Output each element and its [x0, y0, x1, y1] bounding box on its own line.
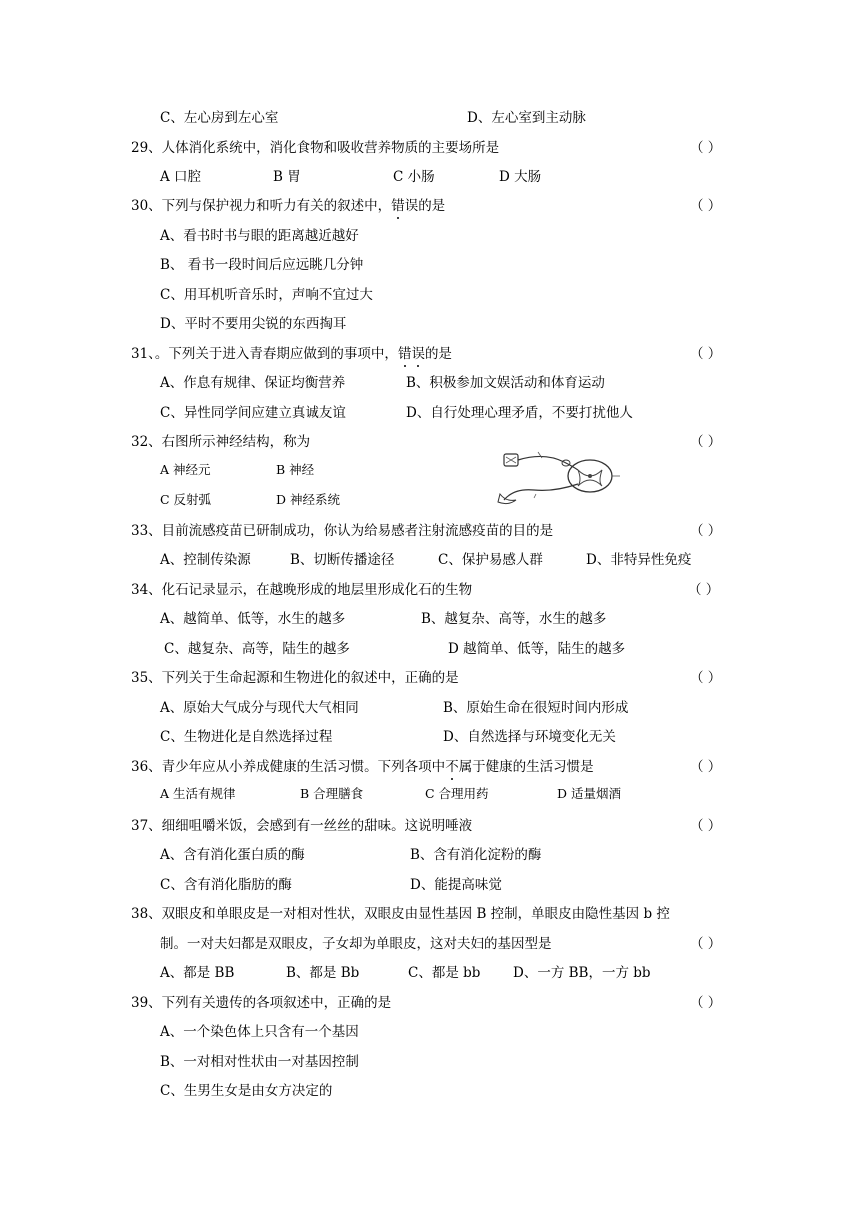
answer-blank-30: （ ） — [690, 198, 722, 214]
question-31-stem: 31、。下列关于进入青春期应做到的事项中，错误的是 — [131, 346, 452, 362]
q35-option-d: D、自然选择与环境变化无关 — [443, 729, 616, 745]
q35-option-b: B、原始生命在很短时间内形成 — [443, 700, 629, 716]
answer-blank-32: （ ） — [690, 434, 722, 450]
question-39-stem: 39、下列有关遗传的各项叙述中，正确的是 — [131, 995, 392, 1011]
q33-option-d: D、非特异性免疫 — [586, 552, 692, 568]
q37-option-d: D、能提高味觉 — [410, 877, 502, 893]
answer-blank-31: （ ） — [690, 346, 722, 362]
option-d: D、左心室到主动脉 — [467, 110, 586, 126]
q30-option-b: B、 看书一段时间后应远眺几分钟 — [160, 257, 364, 273]
answer-blank-38: （ ） — [690, 936, 722, 952]
question-38-stem-line1: 38、双眼皮和单眼皮是一对相对性状，双眼皮由显性基因 B 控制，单眼皮由隐性基因 b 控 — [131, 906, 670, 922]
q36-option-b: B 合理膳食 — [300, 786, 364, 801]
q37-option-c: C、含有消化脂肪的酶 — [160, 877, 292, 893]
q39-option-b: B、一对相对性状由一对基因控制 — [160, 1054, 359, 1070]
q33-option-c: C、保护易感人群 — [438, 552, 543, 568]
q38-option-c: C、都是 bb — [408, 965, 481, 981]
q31-option-d: D、自行处理心理矛盾，不要打扰他人 — [406, 405, 633, 421]
q31-option-c: C、异性同学间应建立真诚友谊 — [160, 405, 346, 421]
question-32-stem: 32、右图所示神经结构，称为 — [131, 434, 311, 450]
question-37-stem: 37、细细咀嚼米饭，会感到有一丝丝的甜味。这说明唾液 — [131, 818, 473, 834]
q34-option-d: D 越简单、低等，陆生的越多 — [448, 641, 626, 657]
question-38-stem-line2: 制。一对夫妇都是双眼皮，子女却为单眼皮，这对夫妇的基因型是 — [160, 936, 552, 952]
q30-option-a: A、看书时书与眼的距离越近越好 — [160, 228, 359, 244]
q38-option-d: D、一方 BB，一方 bb — [513, 965, 651, 981]
answer-blank-35: （ ） — [690, 670, 722, 686]
q31-option-a: A、作息有规律、保证均衡营养 — [160, 375, 346, 391]
option-c: C、左心房到左心室 — [160, 110, 279, 126]
q36-option-d: D 适量烟酒 — [557, 786, 621, 801]
answer-blank-39: （ ） — [690, 995, 722, 1011]
q38-option-b: B、都是 Bb — [286, 965, 360, 981]
q35-option-c: C、生物进化是自然选择过程 — [160, 729, 333, 745]
question-36-stem: 36、青少年应从小养成健康的生活习惯。下列各项中不属于健康的生活习惯是 — [131, 759, 594, 775]
q39-option-a: A、一个染色体上只含有一个基因 — [160, 1024, 359, 1040]
answer-blank-29: （ ） — [690, 140, 722, 156]
answer-blank-34: （ ） — [688, 582, 720, 598]
q37-option-a: A、含有消化蛋白质的酶 — [160, 847, 305, 863]
q32-option-c: C 反射弧 — [160, 492, 212, 507]
question-29-stem: 29、人体消化系统中，消化食物和吸收营养物质的主要场所是 — [131, 140, 500, 156]
question-34-stem: 34、化石记录显示，在越晚形成的地层里形成化石的生物 — [131, 582, 473, 598]
q34-option-a: A、越简单、低等，水生的越多 — [160, 611, 346, 627]
q29-option-d: D 大肠 — [499, 169, 542, 185]
q38-option-a: A、都是 BB — [160, 965, 235, 981]
q36-option-c: C 合理用药 — [425, 786, 489, 801]
q39-option-c: C、生男生女是由女方决定的 — [160, 1083, 333, 1099]
q34-option-b: B、越复杂、高等，水生的越多 — [421, 611, 607, 627]
q30-option-c: C、用耳机听音乐时，声响不宜过大 — [160, 287, 373, 303]
q33-option-a: A、控制传染源 — [160, 552, 251, 568]
q32-option-a: A 神经元 — [160, 462, 211, 477]
q37-option-b: B、含有消化淀粉的酶 — [410, 847, 542, 863]
q34-option-c: C、越复杂、高等，陆生的越多 — [164, 641, 350, 657]
q29-option-c: C 小肠 — [393, 169, 435, 185]
q30-option-d: D、平时不要用尖锐的东西掏耳 — [160, 316, 347, 332]
q29-option-a: A 口腔 — [160, 169, 202, 185]
answer-blank-37: （ ） — [690, 818, 722, 834]
q31-option-b: B、积极参加文娱活动和体育运动 — [406, 375, 605, 391]
q29-option-b: B 胃 — [273, 169, 301, 185]
q32-option-b: B 神经 — [276, 462, 315, 477]
reflex-arc-diagram — [494, 450, 622, 508]
q32-option-d: D 神经系统 — [276, 492, 340, 507]
question-30-stem: 30、下列与保护视力和听力有关的叙述中，错误的是 — [131, 198, 446, 214]
q36-option-a: A 生活有规律 — [160, 786, 236, 801]
q33-option-b: B、切断传播途径 — [290, 552, 395, 568]
answer-blank-36: （ ） — [690, 759, 722, 775]
question-33-stem: 33、目前流感疫苗已研制成功，你认为给易感者注射流感疫苗的目的是 — [131, 523, 554, 539]
question-35-stem: 35、下列关于生命起源和生物进化的叙述中，正确的是 — [131, 670, 459, 686]
answer-blank-33: （ ） — [690, 523, 722, 539]
q35-option-a: A、原始大气成分与现代大气相同 — [160, 700, 359, 716]
